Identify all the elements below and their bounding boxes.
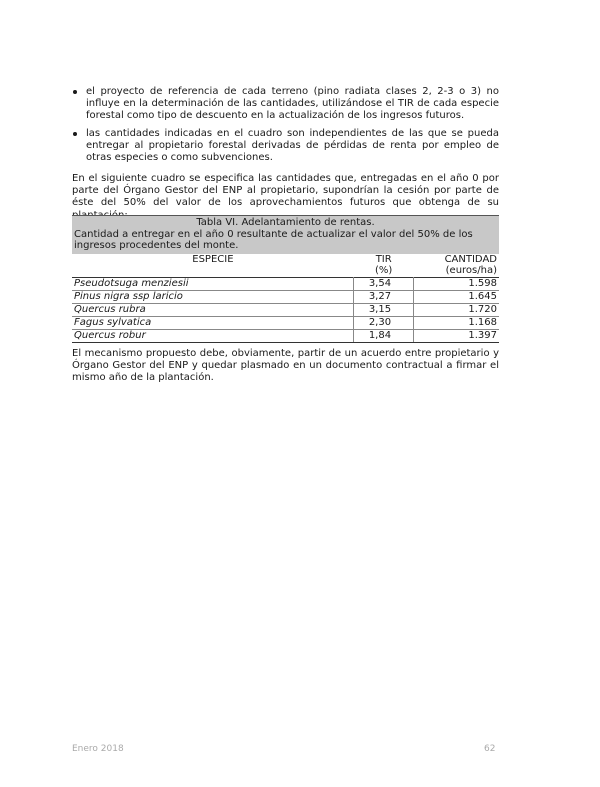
cell-tir: 2,30 <box>354 316 414 329</box>
cell-tir: 3,54 <box>354 277 414 290</box>
cell-especie: Quercus robur <box>72 329 354 342</box>
header-especie: ESPECIE <box>192 253 234 265</box>
bullet-dot-icon <box>73 90 77 94</box>
bullet-dot-icon <box>73 132 77 136</box>
table-row <box>72 277 499 290</box>
header-cantidad <box>414 254 499 278</box>
table-row <box>72 290 499 303</box>
rent-table <box>72 215 499 343</box>
header-cantidad-line2: (euros/ha) <box>445 265 497 276</box>
closing-paragraph: El mecanismo propuesto debe, obviamente, partir de un acuerdo entre propietario y Órgano Gestor del ENP y quedar plasmado en un documento contractual a firmar el mismo año de la plantación. <box>72 348 499 384</box>
table-caption <box>72 215 499 254</box>
intro-paragraph: En el siguiente cuadro se especifica las cantidades que, entregadas en el año 0 por parte del Órgano Gestor del ENP al propietario, supondrían la cesión por parte de éste del 50% del valor de los aprovechamientos futuros que obtenga de su <box>72 173 499 209</box>
footer-page-number: 62 <box>484 744 496 754</box>
cell-especie: Fagus sylvatica <box>72 316 354 329</box>
header-tir-line2: (%) <box>375 265 393 276</box>
data-table <box>72 254 499 343</box>
cell-especie: Pinus nigra ssp laricio <box>72 290 354 303</box>
cell-tir: 3,27 <box>354 290 414 303</box>
cell-especie: Pseudotsuga menziesii <box>72 277 354 290</box>
table-title: Tabla VI. Adelantamiento de rentas. <box>196 217 375 228</box>
table-row <box>72 303 499 316</box>
cell-tir: 1,84 <box>354 329 414 342</box>
cell-cantidad: 1.598 <box>414 277 499 290</box>
bullet-list <box>72 86 499 169</box>
cell-especie: Quercus rubra <box>72 303 354 316</box>
cell-tir: 3,15 <box>354 303 414 316</box>
table-subtitle: Cantidad a entregar en el año 0 resultante de actualizar el valor del 50% de los ingresos procedentes del monte. <box>74 228 473 251</box>
table-row <box>72 329 499 342</box>
footer-date: Enero 2018 <box>72 744 124 754</box>
bullet-item <box>72 86 499 123</box>
cell-cantidad: 1.720 <box>414 303 499 316</box>
table-header-row <box>72 254 499 278</box>
bullet-text: el proyecto de referencia de cada terreno (pino radiata clases 2, 2-3 o 3) no influye en la determinación de las cantidades, utilizándose el TIR de cada especie forestal como tipo de descuento en la actualización de los ingresos futuros. <box>86 86 499 122</box>
cell-cantidad: 1.397 <box>414 329 499 342</box>
cell-cantidad: 1.645 <box>414 290 499 303</box>
bullet-item <box>72 128 499 165</box>
header-tir <box>354 254 414 278</box>
cell-cantidad: 1.168 <box>414 316 499 329</box>
bullet-text: las cantidades indicadas en el cuadro son independientes de las que se pueda entregar al propietario forestal derivadas de pérdidas de renta por empleo de otras especies o como subvenciones. <box>86 127 499 164</box>
header-cantidad-line1: CANTIDAD <box>444 253 497 265</box>
table-row <box>72 316 499 329</box>
header-tir-line1: TIR <box>375 253 392 265</box>
